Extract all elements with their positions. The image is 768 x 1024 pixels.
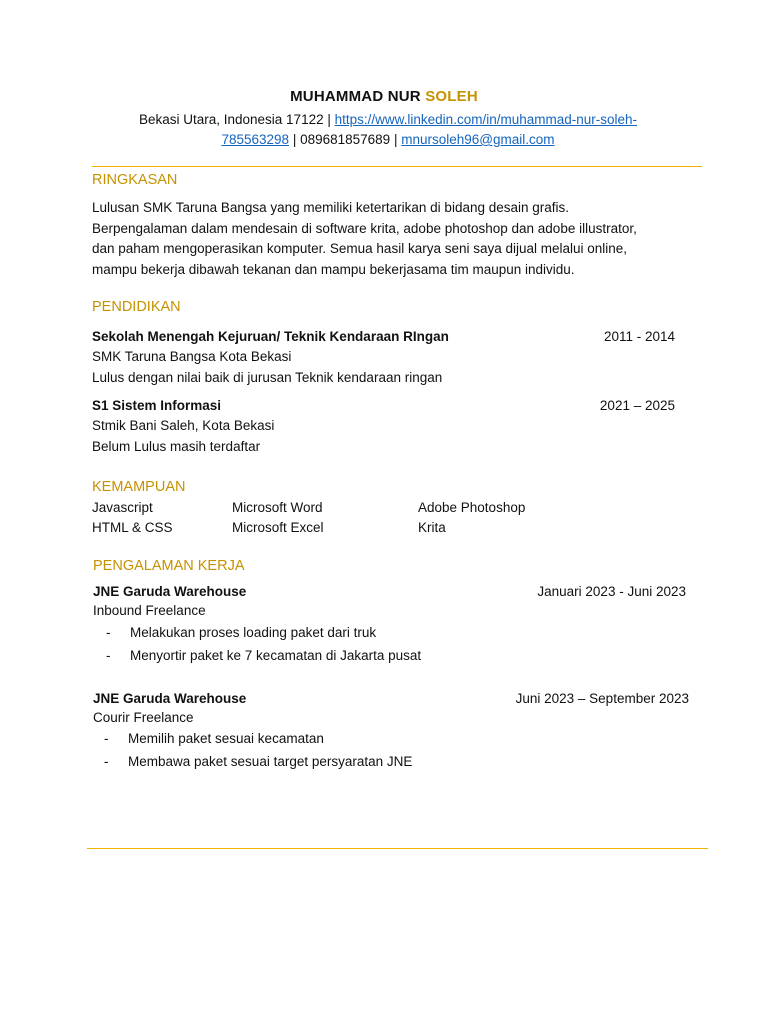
skills-title: KEMAMPUAN [92, 479, 186, 495]
footer-divider [87, 848, 708, 849]
location: Bekasi Utara, Indonesia 17122 [138, 112, 324, 127]
job-task: Melakukan proses loading paket dari truk [130, 625, 377, 640]
education-years: 2021 – 2025 [599, 398, 675, 413]
email-link[interactable]: mnursoleh96@gmail.com [401, 132, 555, 147]
name-first: MUHAMMAD NUR [290, 88, 426, 105]
education-note: Belum Lulus masih terdaftar [92, 439, 261, 454]
job-role: Courir Freelance [93, 710, 194, 725]
contact-info [110, 110, 666, 150]
skill-item: Microsoft Excel [232, 520, 324, 535]
job-company: JNE Garuda Warehouse [93, 691, 247, 706]
education-note: Lulus dengan nilai baik di jurusan Teknik kendaraan ringan [92, 370, 443, 385]
skill-item: HTML & CSS [92, 520, 173, 535]
bullet-dash: - [106, 648, 111, 663]
education-school: Stmik Bani Saleh, Kota Bekasi [92, 418, 275, 433]
candidate-name [0, 88, 768, 105]
education-school: SMK Taruna Bangsa Kota Bekasi [92, 349, 292, 364]
job-task: Menyortir paket ke 7 kecamatan di Jakarta pusat [130, 648, 422, 663]
education-degree: Sekolah Menengah Kejuruan/ Teknik Kendaraan RIngan [92, 329, 449, 344]
education-years: 2011 - 2014 [603, 329, 675, 344]
summary-title: RINGKASAN [92, 172, 178, 188]
bullet-dash: - [106, 625, 111, 640]
job-company: JNE Garuda Warehouse [93, 584, 247, 599]
name-last: SOLEH [425, 88, 478, 105]
job-period: Juni 2023 – September 2023 [515, 691, 689, 706]
separator: | [393, 132, 398, 147]
bullet-dash: - [104, 731, 109, 746]
job-task: Membawa paket sesuai target persyaratan JNE [128, 754, 413, 769]
skill-item: Adobe Photoshop [418, 500, 526, 515]
job-role: Inbound Freelance [93, 603, 206, 618]
separator: | [292, 132, 297, 147]
header-divider [92, 166, 702, 167]
experience-title: PENGALAMAN KERJA [93, 558, 245, 574]
skill-item: Microsoft Word [232, 500, 323, 515]
education-degree: S1 Sistem Informasi [92, 398, 222, 413]
summary-text: Lulusan SMK Taruna Bangsa yang memiliki ketertarikan di bidang desain grafis. Berpengalaman dalam mendesain di software krita, adobe photoshop dan adobe illustrator, dan paham mengoperasikan komputer. Semua hasil karya seni saya dijual melalui online, mampu bekerja dibawah tekanan dan mampu bekerjasama tim maupun individu. [92, 200, 637, 277]
linkedin-link[interactable]: https://www.linkedin.com/in/muhammad-nur-soleh- 785563298 [221, 112, 638, 147]
separator: | [327, 112, 331, 127]
bullet-dash: - [104, 754, 109, 769]
skill-item: Krita [418, 520, 446, 535]
education-title: PENDIDIKAN [92, 299, 181, 315]
skill-item: Javascript [92, 500, 153, 515]
job-period: Januari 2023 - Juni 2023 [537, 584, 686, 599]
job-task: Memilih paket sesuai kecamatan [128, 731, 324, 746]
phone: 089681857689 [300, 132, 391, 147]
